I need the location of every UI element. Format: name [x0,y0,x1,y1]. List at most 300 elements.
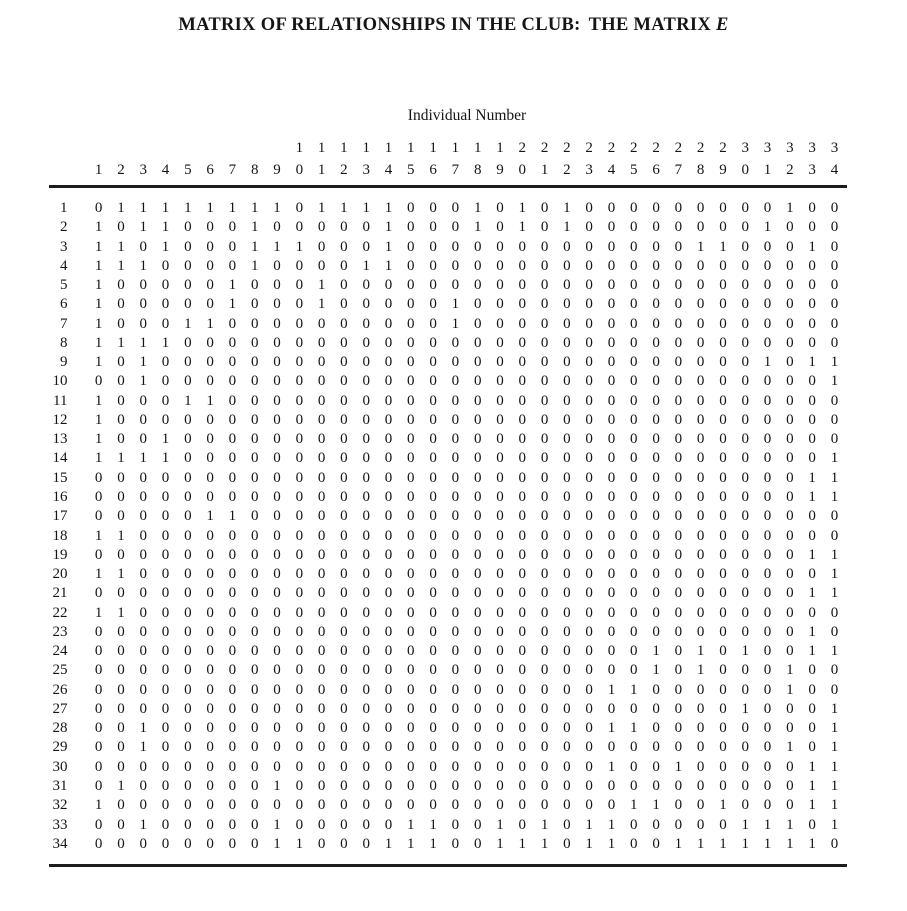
cell-30-27: 1 [674,758,683,775]
cell-5-25: 0 [630,277,638,294]
cell-24-31: 0 [763,643,772,660]
cell-11-28: 0 [696,392,705,409]
cell-21-31: 0 [763,585,772,602]
cell-11-6: 1 [206,392,214,409]
cell-26-8: 0 [250,681,259,698]
cell-12-32: 0 [786,411,794,428]
cell-15-30: 0 [741,469,749,486]
cell-33-23: 1 [585,816,593,833]
cell-4-11: 0 [317,257,326,274]
cell-7-20: 0 [518,315,527,332]
cell-28-20: 0 [518,720,527,737]
column-header-11 [310,138,332,181]
column-headers [40,138,846,181]
cell-12-33: 0 [808,411,816,428]
cell-29-20: 0 [518,739,527,756]
cell-25-12: 0 [340,662,348,679]
cell-7-23: 0 [585,315,593,332]
cell-13-29: 0 [719,431,727,448]
cell-24-29: 0 [719,643,727,660]
cell-19-9: 0 [273,546,281,563]
row-label-21: 21 [52,585,68,602]
cell-1-33: 0 [808,200,816,216]
cell-31-7: 0 [228,777,237,794]
cell-9-12: 0 [340,354,348,371]
cell-14-9: 0 [273,450,281,467]
cell-3-1: 1 [94,238,103,255]
cell-18-7: 0 [228,527,237,544]
cell-7-14: 0 [384,315,393,332]
cell-3-27: 0 [674,238,683,255]
cell-27-9: 0 [273,700,281,717]
cell-13-18: 0 [473,431,482,448]
cell-19-11: 0 [317,546,326,563]
cell-2-33: 0 [808,219,816,236]
cell-21-12: 0 [340,585,348,602]
cell-13-30: 0 [741,431,749,448]
cell-18-19: 0 [496,527,504,544]
column-header-28 [690,138,712,181]
cell-13-31: 0 [763,431,772,448]
cell-30-32: 0 [786,758,794,775]
cell-9-34: 1 [830,354,839,371]
cell-22-18: 0 [473,604,482,621]
cell-13-27: 0 [674,431,683,448]
matrix-row-9 [40,353,846,372]
cell-12-27: 0 [674,411,683,428]
cell-25-8: 0 [250,662,259,679]
cell-2-8: 1 [250,219,259,236]
cell-7-25: 0 [630,315,638,332]
cell-19-34: 1 [830,546,839,563]
cell-23-4: 0 [161,623,170,640]
cell-26-10: 0 [295,681,304,698]
cell-30-22: 0 [563,758,571,775]
row-label-4: 4 [60,257,68,274]
cell-32-7: 0 [228,797,237,814]
cell-31-16: 0 [429,777,437,794]
cell-12-20: 0 [518,411,527,428]
matrix-row-6 [40,295,846,314]
cell-26-26: 0 [652,681,660,698]
cell-8-29: 0 [719,334,727,351]
cell-3-26: 0 [652,238,660,255]
cell-15-25: 0 [630,469,638,486]
cell-4-28: 0 [696,257,705,274]
cell-18-32: 0 [786,527,794,544]
cell-34-30: 1 [741,835,749,852]
cell-11-33: 0 [808,392,816,409]
cell-12-14: 0 [384,411,393,428]
cell-28-7: 0 [228,720,237,737]
cell-17-28: 0 [696,508,705,525]
cell-4-30: 0 [741,257,749,274]
column-header-ones-digit: 3 [585,161,593,178]
cell-8-5: 0 [184,334,192,351]
cell-3-31: 0 [763,238,772,255]
cell-14-14: 0 [384,450,393,467]
cell-32-29: 1 [719,797,727,814]
cell-3-7: 0 [228,238,237,255]
cell-28-8: 0 [250,720,259,737]
cell-5-34: 0 [830,277,839,294]
cell-19-13: 0 [362,546,370,563]
cell-9-27: 0 [674,354,683,371]
cell-31-13: 0 [362,777,370,794]
cell-31-23: 0 [585,777,593,794]
cell-13-17: 0 [451,431,460,448]
cell-21-34: 1 [830,585,839,602]
cell-30-4: 0 [161,758,170,775]
cell-8-27: 0 [674,334,683,351]
cell-1-16: 0 [429,200,437,216]
column-header-ones-digit: 9 [496,161,504,178]
cell-15-21: 0 [540,469,549,486]
cell-9-11: 0 [317,354,326,371]
cell-26-3: 0 [139,681,147,698]
cell-33-18: 0 [473,816,482,833]
cell-19-32: 0 [786,546,794,563]
cell-13-20: 0 [518,431,527,448]
matrix-row-5 [40,276,846,295]
cell-5-26: 0 [652,277,660,294]
row-label-18: 18 [52,527,68,544]
cell-3-3: 0 [139,238,147,255]
column-header-10 [288,138,310,181]
cell-22-27: 0 [674,604,683,621]
column-header-29 [712,138,734,181]
cell-26-2: 0 [117,681,125,698]
cell-21-20: 0 [518,585,527,602]
row-label-24: 24 [52,643,68,660]
cell-11-25: 0 [630,392,638,409]
cell-32-32: 0 [786,797,794,814]
cell-26-15: 0 [407,681,415,698]
column-header-ones-digit: 1 [317,161,326,178]
cell-31-2: 1 [117,777,125,794]
bottom-rule [49,864,847,867]
cell-34-6: 0 [206,835,214,852]
cell-22-15: 0 [407,604,415,621]
column-header-23 [578,138,600,181]
cell-16-7: 0 [228,488,237,505]
cell-8-16: 0 [429,334,437,351]
cell-25-5: 0 [184,662,192,679]
cell-15-20: 0 [518,469,527,486]
cell-22-31: 0 [763,604,772,621]
cell-16-1: 0 [94,488,103,505]
cell-34-16: 1 [429,835,437,852]
cell-5-13: 0 [362,277,370,294]
cell-20-20: 0 [518,566,527,583]
column-header-tens-digit: 1 [295,140,304,156]
cell-10-13: 0 [362,373,370,390]
cell-19-3: 0 [139,546,147,563]
cell-7-18: 0 [473,315,482,332]
cell-10-30: 0 [741,373,749,390]
cell-10-10: 0 [295,373,304,390]
cell-34-10: 1 [295,835,304,852]
cell-23-30: 0 [741,623,749,640]
cell-14-33: 0 [808,450,816,467]
cell-28-21: 0 [540,720,549,737]
cell-31-15: 0 [407,777,415,794]
cell-10-21: 0 [540,373,549,390]
matrix-row-17 [40,507,846,526]
cell-18-27: 0 [674,527,683,544]
cell-34-2: 0 [117,835,125,852]
cell-24-3: 0 [139,643,147,660]
cell-33-25: 0 [630,816,638,833]
cell-24-34: 1 [830,643,839,660]
cell-5-17: 0 [451,277,460,294]
matrix-row-32 [40,796,846,815]
cell-17-19: 0 [496,508,504,525]
cell-28-23: 0 [585,720,593,737]
cell-34-22: 0 [563,835,571,852]
cell-33-32: 1 [786,816,794,833]
cell-23-25: 0 [630,623,638,640]
row-label-16: 16 [52,488,68,505]
cell-3-33: 1 [808,238,816,255]
cell-18-10: 0 [295,527,304,544]
cell-12-26: 0 [652,411,660,428]
cell-2-5: 0 [184,219,192,236]
cell-18-2: 1 [117,527,125,544]
cell-10-18: 0 [473,373,482,390]
cell-5-27: 0 [674,277,683,294]
cell-25-14: 0 [384,662,393,679]
cell-18-31: 0 [763,527,772,544]
cell-17-16: 0 [429,508,437,525]
cell-5-14: 0 [384,277,393,294]
cell-31-17: 0 [451,777,460,794]
cell-3-24: 0 [607,238,616,255]
column-header-20 [511,138,533,181]
cell-9-13: 0 [362,354,370,371]
cell-34-3: 0 [139,835,147,852]
cell-20-29: 0 [719,566,727,583]
column-header-ones-digit: 2 [563,161,571,178]
cell-27-3: 0 [139,700,147,717]
matrix-row-29 [40,738,846,757]
cell-18-14: 0 [384,527,393,544]
column-header-ones-digit: 1 [540,161,549,178]
cell-4-17: 0 [451,257,460,274]
cell-17-2: 0 [117,508,125,525]
cell-24-19: 0 [496,643,504,660]
cell-32-15: 0 [407,797,415,814]
cell-32-6: 0 [206,797,214,814]
column-header-tens-digit: 3 [830,140,839,156]
cell-22-12: 0 [340,604,348,621]
cell-31-1: 0 [94,777,103,794]
cell-30-28: 0 [696,758,705,775]
cell-23-20: 0 [518,623,527,640]
cell-3-25: 0 [630,238,638,255]
cell-18-11: 0 [317,527,326,544]
cell-27-13: 0 [362,700,370,717]
cell-31-22: 0 [563,777,571,794]
row-label-7: 7 [60,315,68,332]
cell-4-34: 0 [830,257,839,274]
cell-10-3: 1 [139,373,147,390]
cell-27-8: 0 [250,700,259,717]
cell-1-22: 1 [563,200,571,216]
cell-13-21: 0 [540,431,549,448]
cell-24-18: 0 [473,643,482,660]
matrix-row-13 [40,430,846,449]
cell-14-8: 0 [250,450,259,467]
cell-27-16: 0 [429,700,437,717]
cell-28-32: 0 [786,720,794,737]
cell-23-18: 0 [473,623,482,640]
cell-26-28: 0 [696,681,705,698]
cell-17-1: 0 [94,508,103,525]
cell-3-2: 1 [117,238,125,255]
column-header-4 [154,138,176,181]
cell-28-14: 0 [384,720,393,737]
cell-20-19: 0 [496,566,504,583]
cell-26-32: 1 [786,681,794,698]
cell-5-7: 1 [228,277,237,294]
cell-13-9: 0 [273,431,281,448]
cell-25-9: 0 [273,662,281,679]
cell-16-31: 0 [763,488,772,505]
cell-23-6: 0 [206,623,214,640]
cell-21-4: 0 [161,585,170,602]
cell-31-5: 0 [184,777,192,794]
cell-16-29: 0 [719,488,727,505]
cell-22-14: 0 [384,604,393,621]
cell-16-8: 0 [250,488,259,505]
cell-4-29: 0 [719,257,727,274]
cell-24-1: 0 [94,643,103,660]
cell-12-30: 0 [741,411,749,428]
column-header-tens-digit: 1 [473,140,482,156]
cell-17-33: 0 [808,508,816,525]
cell-23-16: 0 [429,623,437,640]
cell-13-24: 0 [607,431,616,448]
cell-9-23: 0 [585,354,593,371]
column-header-tens-digit: 2 [540,140,549,156]
cell-28-30: 0 [741,720,749,737]
column-header-tens-digit: 2 [696,140,705,156]
cell-4-19: 0 [496,257,504,274]
cell-15-8: 0 [250,469,259,486]
cell-33-19: 1 [496,816,504,833]
cell-15-31: 0 [763,469,772,486]
column-header-ones-digit: 8 [696,161,705,178]
cell-27-6: 0 [206,700,214,717]
cell-30-34: 1 [830,758,839,775]
cell-16-23: 0 [585,488,593,505]
cell-17-15: 0 [407,508,415,525]
cell-29-26: 0 [652,739,660,756]
cell-21-28: 0 [696,585,705,602]
row-label-2: 2 [60,219,68,236]
cell-11-19: 0 [496,392,504,409]
cell-21-27: 0 [674,585,683,602]
cell-26-33: 0 [808,681,816,698]
cell-12-17: 0 [451,411,460,428]
column-header-tens-digit: 3 [763,140,772,156]
cell-25-13: 0 [362,662,370,679]
cell-30-23: 0 [585,758,593,775]
cell-30-17: 0 [451,758,460,775]
cell-1-9: 1 [273,200,281,216]
cell-23-9: 0 [273,623,281,640]
cell-17-3: 0 [139,508,147,525]
cell-3-32: 0 [786,238,794,255]
cell-2-9: 0 [273,219,281,236]
cell-28-12: 0 [340,720,348,737]
cell-14-19: 0 [496,450,504,467]
cell-34-5: 0 [184,835,192,852]
cell-9-8: 0 [250,354,259,371]
cell-13-13: 0 [362,431,370,448]
column-header-22 [556,138,578,181]
cell-2-6: 0 [206,219,214,236]
cell-32-9: 0 [273,797,281,814]
cell-31-28: 0 [696,777,705,794]
cell-18-16: 0 [429,527,437,544]
cell-23-12: 0 [340,623,348,640]
cell-29-14: 0 [384,739,393,756]
cell-29-3: 1 [139,739,147,756]
cell-33-6: 0 [206,816,214,833]
cell-22-32: 0 [786,604,794,621]
cell-5-30: 0 [741,277,749,294]
cell-14-26: 0 [652,450,660,467]
cell-33-1: 0 [94,816,103,833]
cell-1-3: 1 [139,200,147,216]
cell-9-24: 0 [607,354,616,371]
cell-6-17: 1 [451,296,460,313]
cell-22-2: 1 [117,604,125,621]
cell-21-26: 0 [652,585,660,602]
cell-32-22: 0 [563,797,571,814]
cell-1-29: 0 [719,200,727,216]
cell-9-22: 0 [563,354,571,371]
cell-13-14: 0 [384,431,393,448]
column-header-tens-digit [110,138,132,160]
cell-29-12: 0 [340,739,348,756]
cell-16-30: 0 [741,488,749,505]
cell-16-24: 0 [607,488,616,505]
cell-20-22: 0 [563,566,571,583]
cell-32-21: 0 [540,797,549,814]
cell-16-15: 0 [407,488,415,505]
cell-26-18: 0 [473,681,482,698]
cell-20-17: 0 [451,566,460,583]
cell-31-20: 0 [518,777,527,794]
cell-11-3: 0 [139,392,147,409]
cell-11-1: 1 [94,392,103,409]
cell-7-7: 0 [228,315,237,332]
cell-4-16: 0 [429,257,437,274]
title-text-left: MATRIX OF RELATIONSHIPS IN THE CLUB: [178,15,581,35]
cell-30-13: 0 [362,758,370,775]
cell-34-32: 1 [786,835,794,852]
cell-21-29: 0 [719,585,727,602]
cell-26-21: 0 [540,681,549,698]
cell-22-11: 0 [317,604,326,621]
column-header-6 [199,138,221,181]
column-header-ones-digit: 2 [117,161,125,178]
cell-24-25: 0 [630,643,638,660]
cell-27-31: 0 [763,700,772,717]
